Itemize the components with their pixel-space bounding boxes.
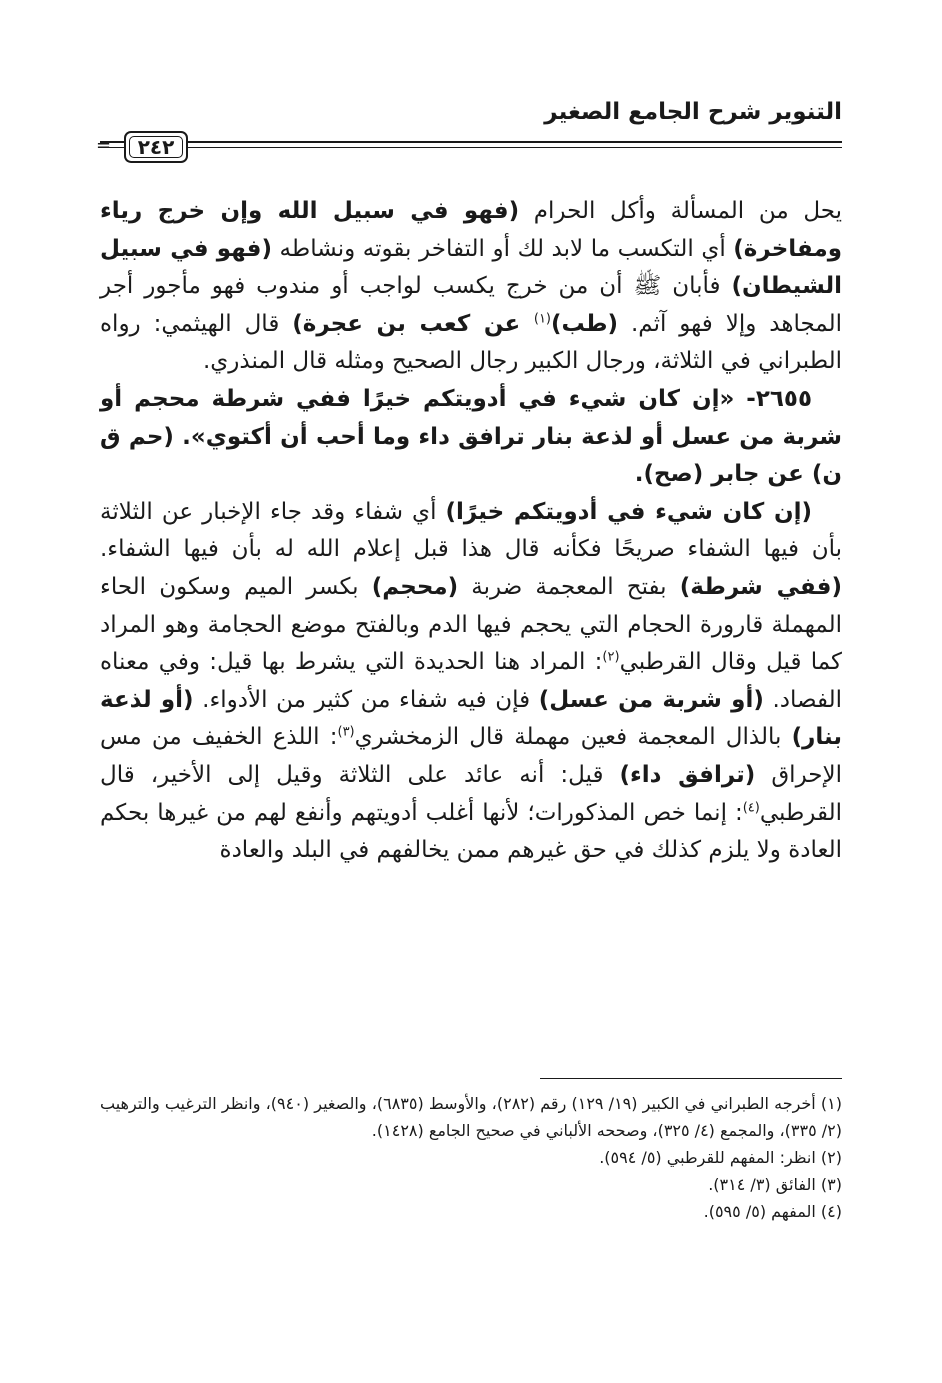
- footnote-ref: (٤): [742, 799, 760, 815]
- footnote-ref: (٢): [602, 649, 620, 665]
- footnote-4: (٤) المفهم (٥/ ٥٩٥).: [703, 1202, 842, 1221]
- footnote-1: (١) أخرجه الطبراني في الكبير (١٩/ ١٢٩) رقم (٢٨٢)، والأوسط (٦٨٣٥)، والصغير (٩٤٠)، وانظر الترغيب والترهيب (٢/ ٣٣٥)، والمجمع (٤/ ٣٢٥)، وصححه الألباني في صحيح الجامع (١٤٢٨).: [100, 1094, 842, 1140]
- footnote-ref: (٣): [337, 724, 355, 740]
- footnotes: [100, 1090, 842, 1225]
- book-title: التنوير شرح الجامع الصغير: [544, 99, 842, 125]
- hadith-text: ٢٦٥٥- «إن كان شيء في أدويتكم خيرًا ففي شرطة محجم أو شربة من عسل أو لذعة بنار ترافق داء وما أحب أن أكتوي». (حم ق ن) عن جابر (صح).: [100, 385, 842, 488]
- footnote-3: (٣) الفائق (٣/ ٣١٤).: [708, 1175, 842, 1194]
- page-number: ٢٤٢: [124, 131, 188, 163]
- footnote-2: (٢) انظر: المفهم للقرطبي (٥/ ٥٩٤).: [599, 1148, 842, 1167]
- footnote-separator: [540, 1078, 842, 1079]
- page-header: [96, 95, 842, 175]
- paragraph-commentary-1: يحل من المسألة وأكل الحرام (فهو في سبيل الله وإن خرج رياء ومفاخرة) أي التكسب ما لابد لك أو التفاخر بقوته ونشاطه (فهو في سبيل الشيطان) فأبان ﷺ أن من خرج يكسب لواجب أو مندوب فهو مأجور أجر المجاهد وإلا فهو آثم. (طب)$^{(١)}$ عن كعب بن عجرة) قال الهيثمي: رواه الطبراني في الثلاثة، ورجال الكبير رجال الصحيح ومثله قال المنذري.: [100, 198, 843, 375]
- header-rule-thin: [100, 147, 842, 148]
- paragraph-commentary-2: (إن كان شيء في أدويتكم خيرًا) أي شفاء وقد جاء الإخبار عن الثلاثة بأن فيها الشفاء صريحًا فكأنه قال هذا قبل إعلام الله له بأن فيها الشفاء. (ففي شرطة) بفتح المعجمة ضربة (محجم) بكسر الميم وسكون الحاء المهملة قارورة الحجام التي يحجم فيها الدم وبالفتح موضع الحجامة وهو المراد كما قيل وقال القرطبي$^{(٢)}$: المراد هنا الحديدة التي يشرط بها قيل: وفي معناه الفصاد. (أو شربة من عسل) فإن فيه شفاء من كثير من الأدواء. (أو لذعة بنار) بالذال المعجمة فعين مهملة قال الزمخشري$^{(٣)}$: اللذع الخفيف من مس الإحراق (ترافق داء) قيل: أنه عائد على الثلاثة وقيل إلى الأخير، قال القرطبي$^{(٤)}$: إنما خص المذكورات؛ لأنها أغلب أدويتهم وأنفع لهم من غيرها بحكم العادة ولا يلزم كذلك في حق غيرهم ممن يخالفهم في البلد والعادة: [100, 498, 843, 864]
- header-rule-thick: [100, 141, 842, 143]
- main-text: [100, 193, 842, 870]
- footnote-ref: (١): [533, 311, 551, 327]
- rule-end-mark: =: [96, 135, 112, 156]
